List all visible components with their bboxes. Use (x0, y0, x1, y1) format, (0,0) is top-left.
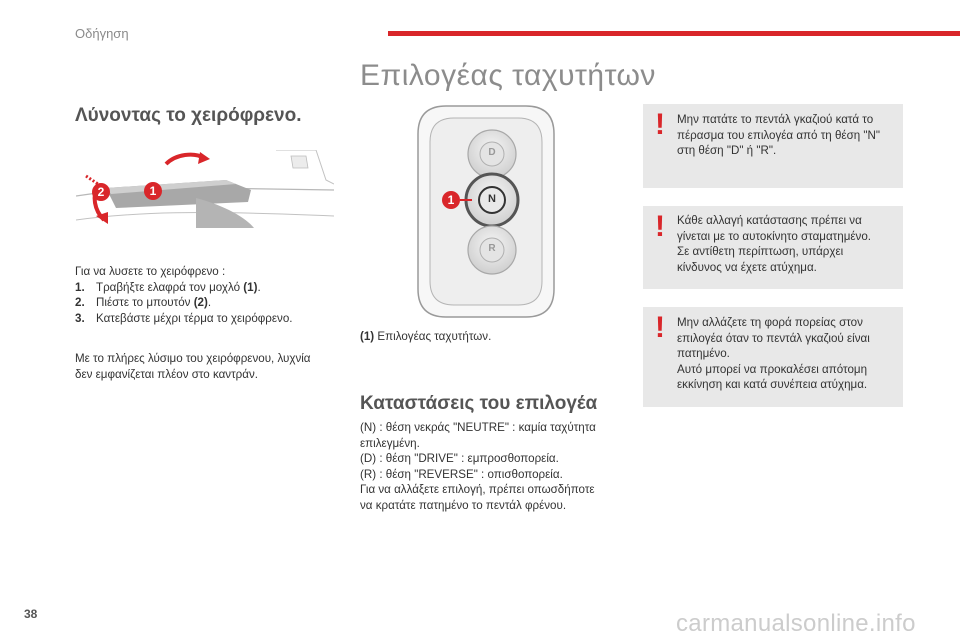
warning-box-accelerator: ! Μην πατάτε το πεντάλ γκαζιού κατά το πέρασμα του επιλογέα από τη θέση "N" στη θέση "D" ή "R". (643, 104, 903, 188)
section-label: Οδήγηση (75, 26, 129, 41)
handbrake-figure (76, 150, 334, 228)
warning-icon: ! (655, 108, 665, 141)
caption-text: Επιλογέας ταχυτήτων. (374, 330, 492, 343)
header-accent-bar (388, 31, 960, 36)
warning-icon: ! (655, 210, 665, 243)
gear-figure-caption (360, 329, 610, 345)
gear-selector-figure (416, 104, 556, 319)
gear-label-d: D (488, 147, 496, 158)
page-title: Επιλογέας ταχυτήτων (360, 59, 656, 92)
step-2: 2. Πιέστε το μπουτόν (2). (75, 296, 212, 310)
handbrake-instructions (75, 264, 345, 326)
handbrake-illustration (76, 150, 334, 228)
warning-box-direction: ! Μην αλλάζετε τη φορά πορείας στον επιλογέα όταν το πεντάλ γκαζιού είναι πατημένο. Αυτό μπορεί να προκαλέσει απότομη εκκίνηση και κατά συνέπεια ατύχημα. (643, 307, 903, 407)
gear-callout-leader (460, 199, 472, 201)
callout-2-badge: 2 (92, 183, 110, 201)
step-1: 1. Τραβήξτε ελαφρά τον μοχλό (1). (75, 280, 261, 294)
warning-box-stopped: ! Κάθε αλλαγή κατάστασης πρέπει να γίνεται με το αυτοκίνητο σταματημένο. Σε αντίθετη περίπτωση, υπάρχει κίνδυνος να έχετε ατύχημα. (643, 206, 903, 289)
watermark: carmanualsonline.info (676, 610, 916, 637)
instructions-intro: Για να λυσετε το χειρόφρενο : (75, 265, 226, 278)
step-3: 3. Κατεβάστε μέχρι τέρμα το χειρόφρενο. (75, 311, 293, 325)
selector-states-heading: Καταστάσεις του επιλογέα (360, 393, 598, 414)
callout-1-badge: 1 (144, 182, 162, 200)
handbrake-note: Με το πλήρες λύσιμο του χειρόφρενου, λυχνία δεν εμφανίζεται πλέον στο καντράν. (75, 352, 311, 381)
page-number: 38 (24, 607, 38, 621)
warning-icon: ! (655, 311, 665, 344)
caption-ref: (1) (360, 330, 375, 343)
gear-selector-illustration (416, 104, 556, 319)
gear-label-n: N (488, 193, 496, 205)
selector-states-text: (N) : θέση νεκράς "NEUTRE" : καμία ταχύτητα επιλεγμένη. (D) : θέση "DRIVE" : εμπροσθοπορεία. (R) : θέση "REVERSE" : οπισθοπορεία. Για να αλλάξετε επιλογή, πρέπει οπωσδήποτε να κρατάτε πατημένο το πεντάλ φρένου. (360, 421, 596, 512)
handbrake-heading: Λύνοντας το χειρόφρενο. (75, 105, 302, 126)
gear-callout-1-badge: 1 (442, 191, 460, 209)
gear-label-r: R (488, 243, 496, 254)
